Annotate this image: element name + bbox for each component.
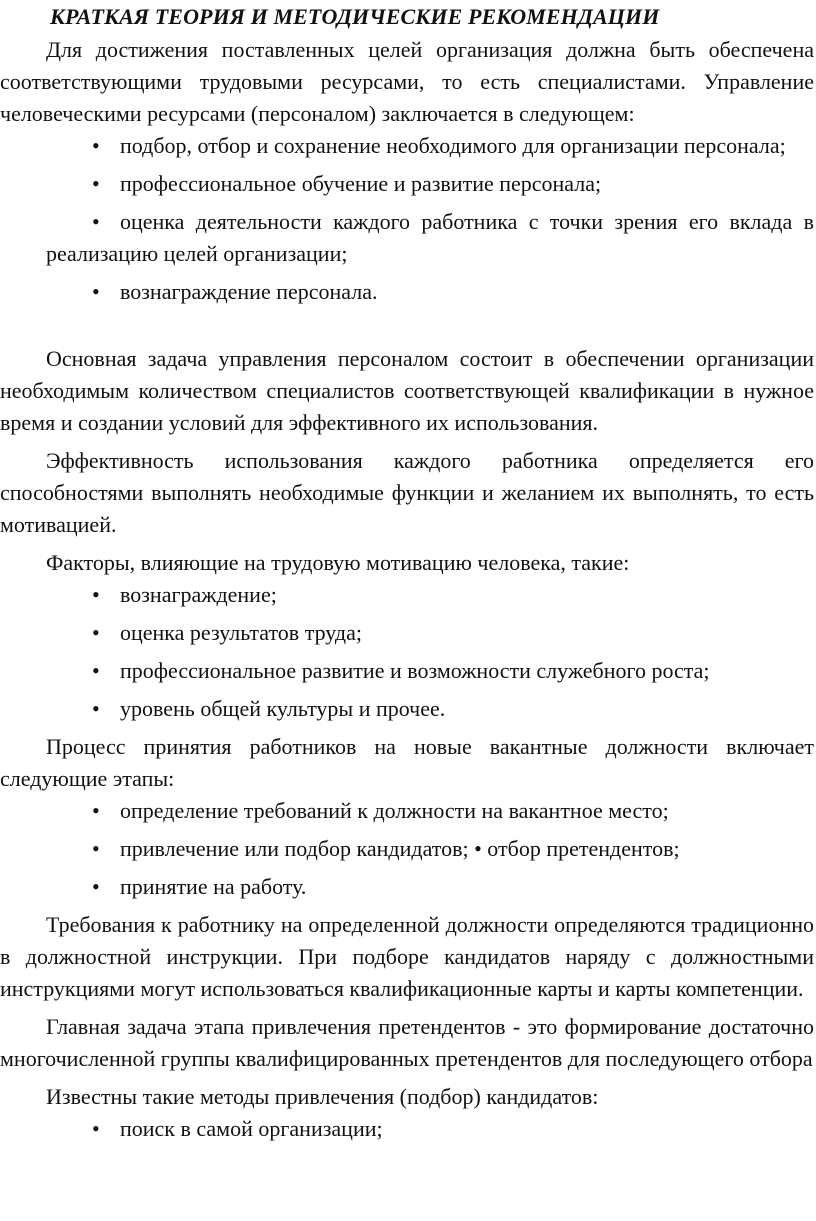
bullet-icon: • [92,658,100,683]
bullet-icon: • [92,171,100,196]
intro-paragraph: Для достижения поставленных целей организация должна быть обеспечена соответствующими трудовыми ресурсами, то есть специалистами. Управление человеческими ресурсами (персоналом) заключается в следующем: [0,37,814,126]
list-item [46,617,814,649]
list-item-text: профессиональное развитие и возможности служебного роста; [120,658,710,683]
efficiency-paragraph: Эффективность использования каждого работника определяется его способностями выполнять необходимые функции и желанием их выполнять, то есть мотивацией. [0,448,814,537]
bullet-icon: • [92,874,100,899]
bullet-icon: • [92,798,100,823]
list-item [46,871,814,903]
list-item-text: определение требований к должности на вакантное место; [120,798,669,823]
list-item [46,693,814,725]
bullet-icon: • [92,209,100,234]
list-item-text: оценка результатов труда; [120,620,362,645]
bullet-icon: • [92,1116,100,1141]
bullet-icon: • [92,279,100,304]
blank-line [0,314,814,343]
list-item-text: вознаграждение; [120,582,277,607]
methods-paragraph: Известны такие методы привлечения (подбор) кандидатов: [46,1084,599,1109]
list-item [46,833,814,865]
list-item [46,168,814,200]
factors-paragraph: Факторы, влияющие на трудовую мотивацию человека, такие: [46,550,630,575]
bullet-icon: • [92,696,100,721]
bullet-icon: • [92,133,100,158]
list-item-text: поиск в самой организации; [120,1116,383,1141]
hiring-stages-list [0,795,814,903]
list-item-text: оценка деятельности каждого работника с точки зрения его вклада в реализацию целей организации; [46,209,814,266]
list-item [46,206,814,270]
list-item [46,579,814,611]
main-stage-paragraph: Главная задача этапа привлечения претендентов - это формирование достаточно многочисленной группы квалифицированных претендентов для последующего отбора [0,1014,814,1071]
list-item-text: профессиональное обучение и развитие персонала; [120,171,602,196]
document-title: КРАТКАЯ ТЕОРИЯ И МЕТОДИЧЕСКИЕ РЕКОМЕНДАЦИИ [50,4,660,29]
list-item [46,795,814,827]
hr-management-list [0,130,814,308]
list-item-text: подбор, отбор и сохранение необходимого для организации персонала; [120,133,786,158]
list-item [46,130,814,162]
list-item-text: вознаграждение персонала. [120,279,378,304]
recruitment-methods-list [0,1113,814,1145]
list-item-text: привлечение или подбор кандидатов; • отбор претендентов; [120,836,680,861]
bullet-icon: • [92,620,100,645]
main-task-paragraph: Основная задача управления персоналом состоит в обеспечении организации необходимым количеством специалистов соответствующей квалификации в нужное время и создании условий для эффективного их использования. [0,346,814,435]
hiring-process-paragraph: Процесс принятия работников на новые вакантные должности включает следующие этапы: [0,734,814,791]
motivation-factors-list [0,579,814,725]
list-item [46,276,814,308]
list-item [46,1113,814,1145]
list-item-text: принятие на работу. [120,874,307,899]
list-item-text: уровень общей культуры и прочее. [120,696,446,721]
bullet-icon: • [92,836,100,861]
bullet-icon: • [92,582,100,607]
requirements-paragraph: Требования к работнику на определенной должности определяются традиционно в должностной инструкции. При подборе кандидатов наряду с должностными инструкциями могут использоваться квалификационные карты и карты компетенции. [0,912,814,1001]
list-item [46,655,814,687]
